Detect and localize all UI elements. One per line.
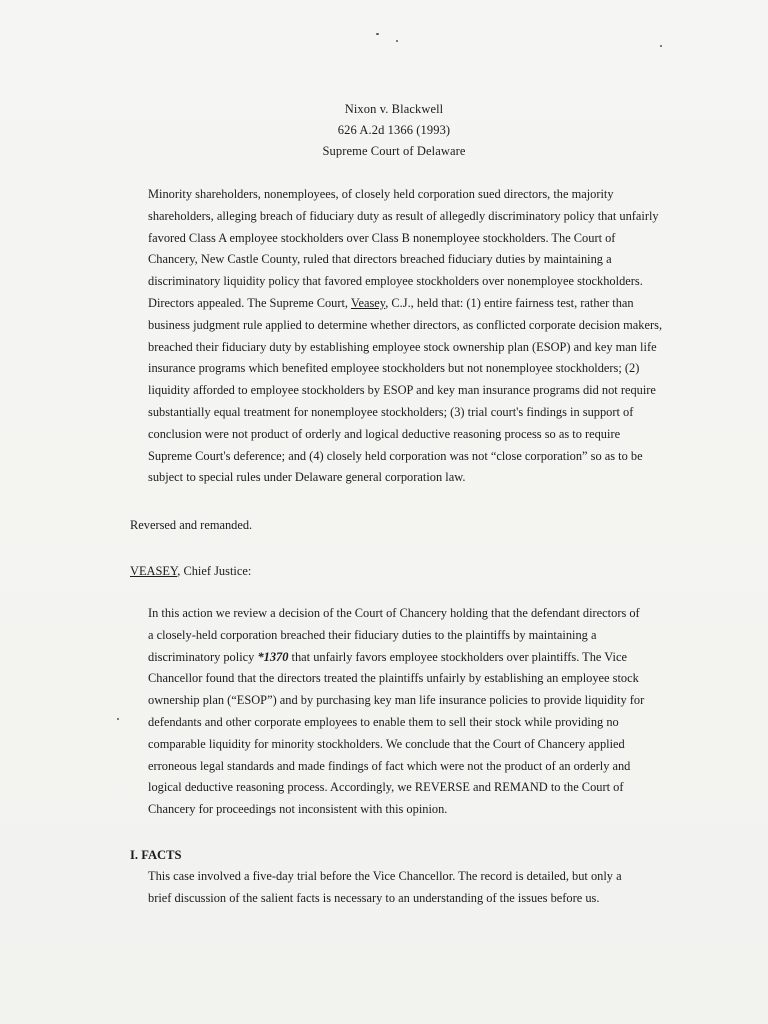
section-heading: I. FACTS [130,848,182,862]
opinion-line: comparable liquidity for minority stockholders. We conclude that the Court of Chancery applied [148,736,625,751]
opinion-line-text: that unfairly favors employee stockholders over plaintiffs. The Vice [288,649,627,664]
summary-line-text: Directors appealed. The Supreme Court, [148,295,351,310]
opinion-line: defendants and other corporate employees to enable them to sell their stock while providing no [148,714,619,729]
facts-line: brief discussion of the salient facts is necessary to an understanding of the issues before us. [148,890,600,905]
opinion-line: logical deductive reasoning process. Accordingly, we REVERSE and REMAND to the Court of [148,780,624,795]
summary-line: Minority shareholders, nonemployees, of closely held corporation sued directors, the majority [148,187,614,201]
summary-line: Supreme Court's deference; and (4) closely held corporation was not “close corporation” so as to be [148,448,643,463]
star-page-marker: *1370 [257,649,289,664]
case-name: Nixon v. Blackwell [344,102,444,116]
veasey-link[interactable]: Veasey [350,295,386,310]
opinion-line: In this action we review a decision of the Court of Chancery holding that the defendant directors of [148,606,640,620]
summary-line: subject to special rules under Delaware general corporation law. [148,470,466,485]
author-link[interactable]: VEASEY [130,564,178,578]
summary-line: Chancery, New Castle County, ruled that directors breached fiduciary duties by maintaining a [148,252,612,267]
summary-line: business judgment rule applied to determine whether directors, as conflicted corporate decision makers, [148,317,663,332]
case-header [0,99,768,162]
summary-line: breached their fiduciary duty by establishing employee stock ownership plan (ESOP) and key man life [148,339,657,354]
opinion-line: erroneous legal standards and made findings of fact which were not the product of an orderly and [148,758,631,773]
opinion-line: a closely-held corporation breached their fiduciary duties to the plaintiffs by maintaining a [148,627,597,642]
summary-line: shareholders, alleging breach of fiduciary duty as result of allegedly discriminatory policy that unfairly [148,208,659,223]
scan-speck [396,40,398,42]
court-name: Supreme Court of Delaware [322,144,466,158]
summary-line-text: , C.J., held that: (1) entire fairness test, rather than [385,295,634,310]
scan-speck [117,718,119,720]
opinion-line [130,647,660,669]
disposition: Reversed and remanded. [130,518,253,532]
summary-line: substantially equal treatment for nonemployee stockholders; (3) trial court's findings in support of [148,404,634,419]
opinion-line: Chancellor found that the directors treated the plaintiffs unfairly by establishing an employee stock [148,671,639,686]
summary-line: liquidity afforded to employee stockholders by ESOP and key man insurance programs did not require [148,383,656,398]
opinion-line-text: discriminatory policy [148,649,258,664]
scan-speck [660,45,662,47]
summary-line: insurance programs which benefited employee stockholders but not nonemployee stockholders; (2) [148,361,640,376]
case-summary [130,184,663,489]
opinion-paragraph [130,603,660,821]
author-title: , Chief Justice: [177,564,252,578]
summary-line: favored Class A employee stockholders over Class B nonemployee stockholders. The Court of [148,230,616,245]
opinion-line: Chancery for proceedings not inconsistent with this opinion. [148,802,448,817]
facts-paragraph [130,866,660,910]
author-line [130,564,251,579]
scan-speck [376,33,379,35]
summary-line: discriminatory liquidity policy that favored employee stockholders over nonemployee stockholders. [148,274,643,289]
summary-line: conclusion were not product of orderly and logical deductive reasoning process so as to require [148,426,621,441]
facts-line: This case involved a five-day trial before the Vice Chancellor. The record is detailed, but only a [148,869,622,883]
summary-line [130,293,660,315]
opinion-line: ownership plan (“ESOP”) and by purchasing key man life insurance policies to provide liquidity for [148,693,645,708]
case-citation: 626 A.2d 1366 (1993) [337,123,451,137]
